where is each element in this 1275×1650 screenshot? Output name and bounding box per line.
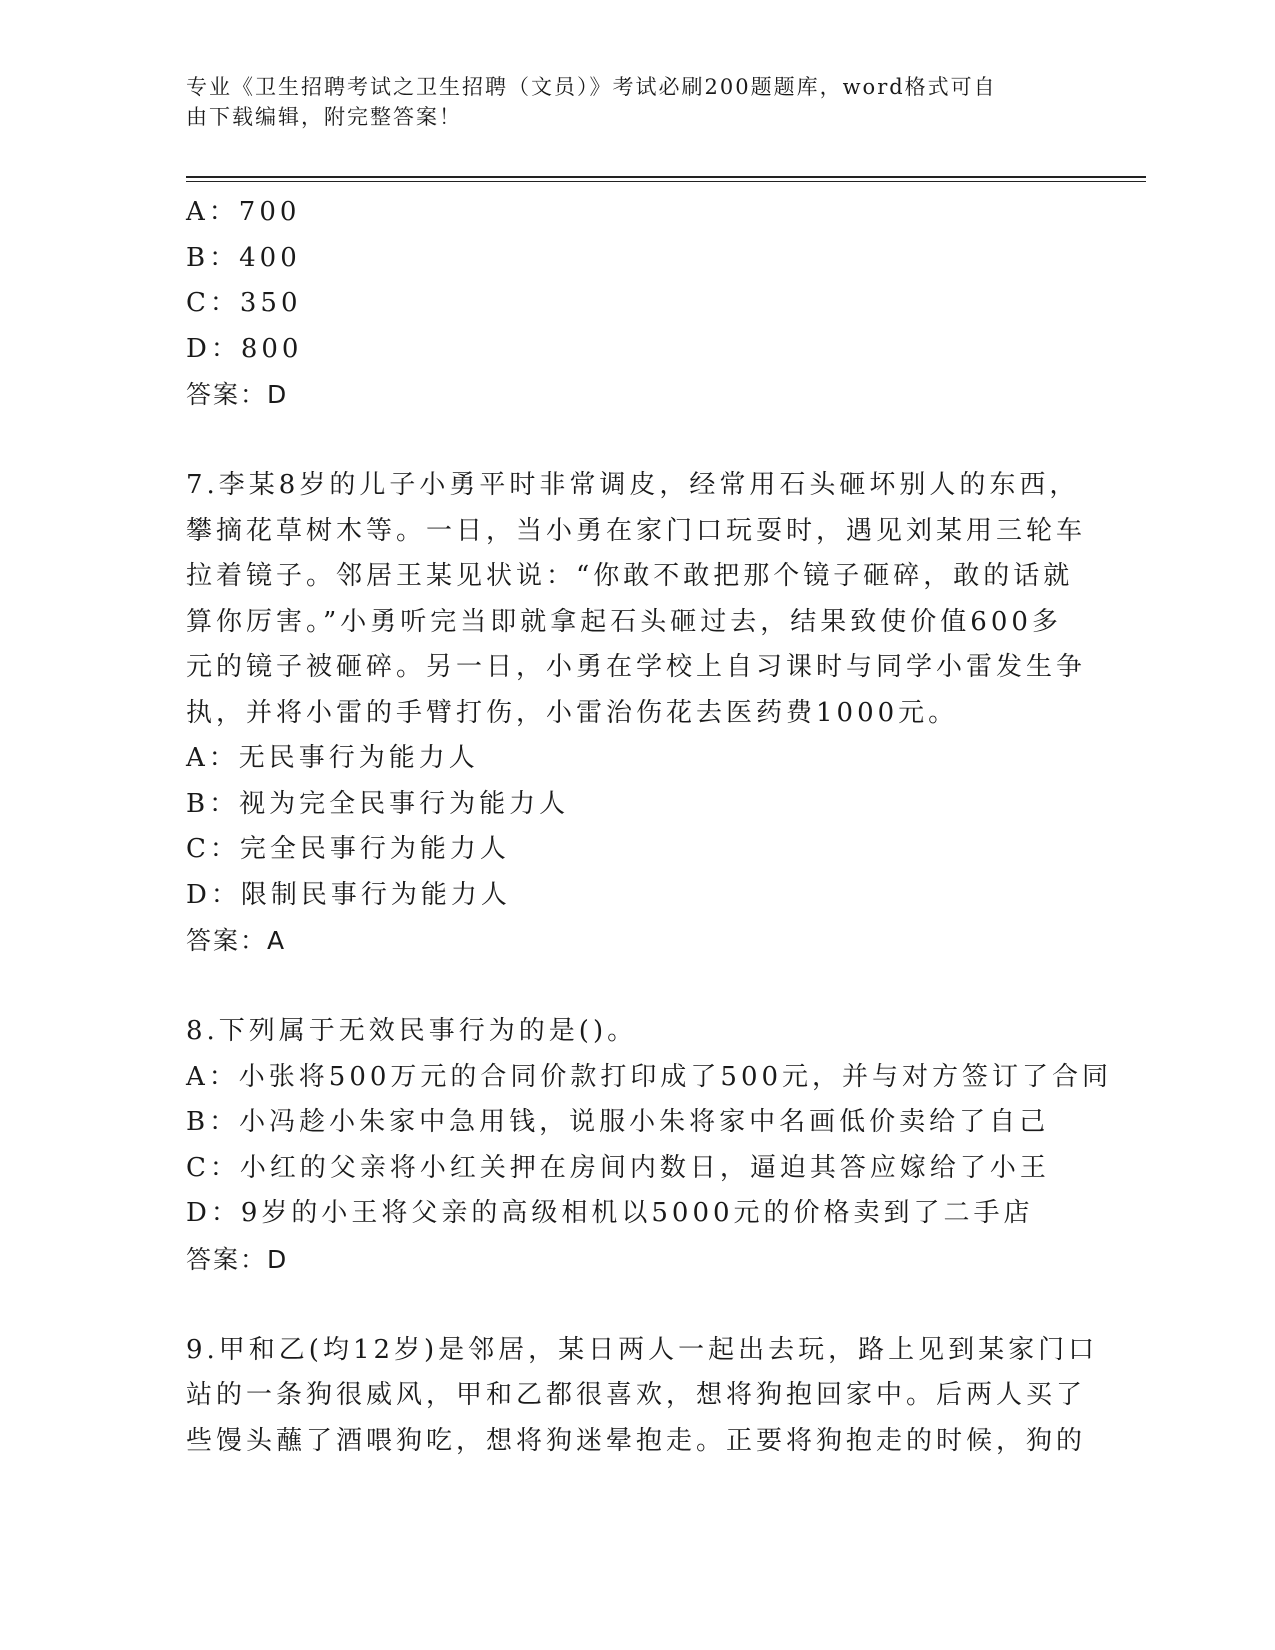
option-c: C：完全民事行为能力人 bbox=[186, 834, 510, 864]
option-c: C：小红的父亲将小红关押在房间内数日，逼迫其答应嫁给了小王 bbox=[186, 1152, 1050, 1183]
question-stem-line: 些馒头蘸了酒喂狗吃，想将狗迷晕抱走。正要将狗抱走的时候，狗的 bbox=[186, 1425, 1087, 1456]
header-rule-thick bbox=[186, 176, 1146, 178]
header-line-1: 专业《卫生招聘考试之卫生招聘（文员）》考试必刷200题题库，word格式可自 bbox=[186, 75, 997, 99]
option-d: D：9岁的小王将父亲的高级相机以5000元的价格卖到了二手店 bbox=[186, 1198, 1034, 1228]
question-spacer bbox=[186, 964, 1086, 1010]
question-stem-line: 执，并将小雷的手臂打伤，小雷治伤花去医药费1000元。 bbox=[186, 697, 959, 728]
question-content bbox=[186, 190, 1113, 1464]
question-spacer bbox=[186, 1282, 1086, 1328]
question-stem-line: 攀摘花草树木等。一日，当小勇在家门口玩耍时，遇见刘某用三轮车 bbox=[186, 515, 1087, 546]
answer-label: 答案：D bbox=[186, 1244, 289, 1274]
question-8-block bbox=[186, 1009, 1113, 1282]
document-header bbox=[186, 72, 1066, 132]
answer-label: 答案：A bbox=[186, 926, 287, 955]
header-line-2: 由下载编辑，附完整答案！ bbox=[186, 105, 462, 129]
option-b: B：小冯趁小朱家中急用钱，说服小朱将家中名画低价卖给了自己 bbox=[186, 1107, 1050, 1137]
question-stem-line: 9.甲和乙(均12岁)是邻居，某日两人一起出去玩，路上见到某家门口 bbox=[186, 1334, 1099, 1365]
option-a: A：无民事行为能力人 bbox=[186, 743, 479, 773]
option-c: C：350 bbox=[186, 288, 302, 318]
question-stem: 8.下列属于无效民事行为的是()。 bbox=[186, 1016, 638, 1046]
answer-label: 答案：D bbox=[186, 380, 289, 409]
question-stem-line: 算你厉害。”小勇听完当即就拿起石头砸过去，结果致使价值600多 bbox=[186, 606, 1062, 637]
question-9-block bbox=[186, 1328, 1099, 1465]
question-spacer bbox=[186, 418, 1086, 464]
question-stem-line: 站的一条狗很威风，甲和乙都很喜欢，想将狗抱回家中。后两人买了 bbox=[186, 1380, 1087, 1410]
option-a: A：700 bbox=[186, 197, 301, 227]
header-rule-thin bbox=[186, 181, 1146, 182]
question-6-block bbox=[186, 190, 1086, 418]
question-stem-line: 元的镜子被砸碎。另一日，小勇在学校上自习课时与同学小雷发生争 bbox=[186, 652, 1087, 682]
option-a: A：小张将500万元的合同价款打印成了500元，并与对方签订了合同 bbox=[186, 1061, 1113, 1092]
option-d: D：限制民事行为能力人 bbox=[186, 879, 511, 910]
option-d: D：800 bbox=[186, 333, 303, 364]
question-7-block bbox=[186, 463, 1086, 964]
question-stem-line: 拉着镜子。邻居王某见状说：“你敢不敢把那个镜子砸碎，敢的话就 bbox=[186, 561, 1074, 591]
option-b: B：400 bbox=[186, 242, 301, 273]
option-b: B：视为完全民事行为能力人 bbox=[186, 788, 570, 819]
question-stem-line: 7.李某8岁的儿子小勇平时非常调皮，经常用石头砸坏别人的东西， bbox=[186, 470, 1080, 500]
